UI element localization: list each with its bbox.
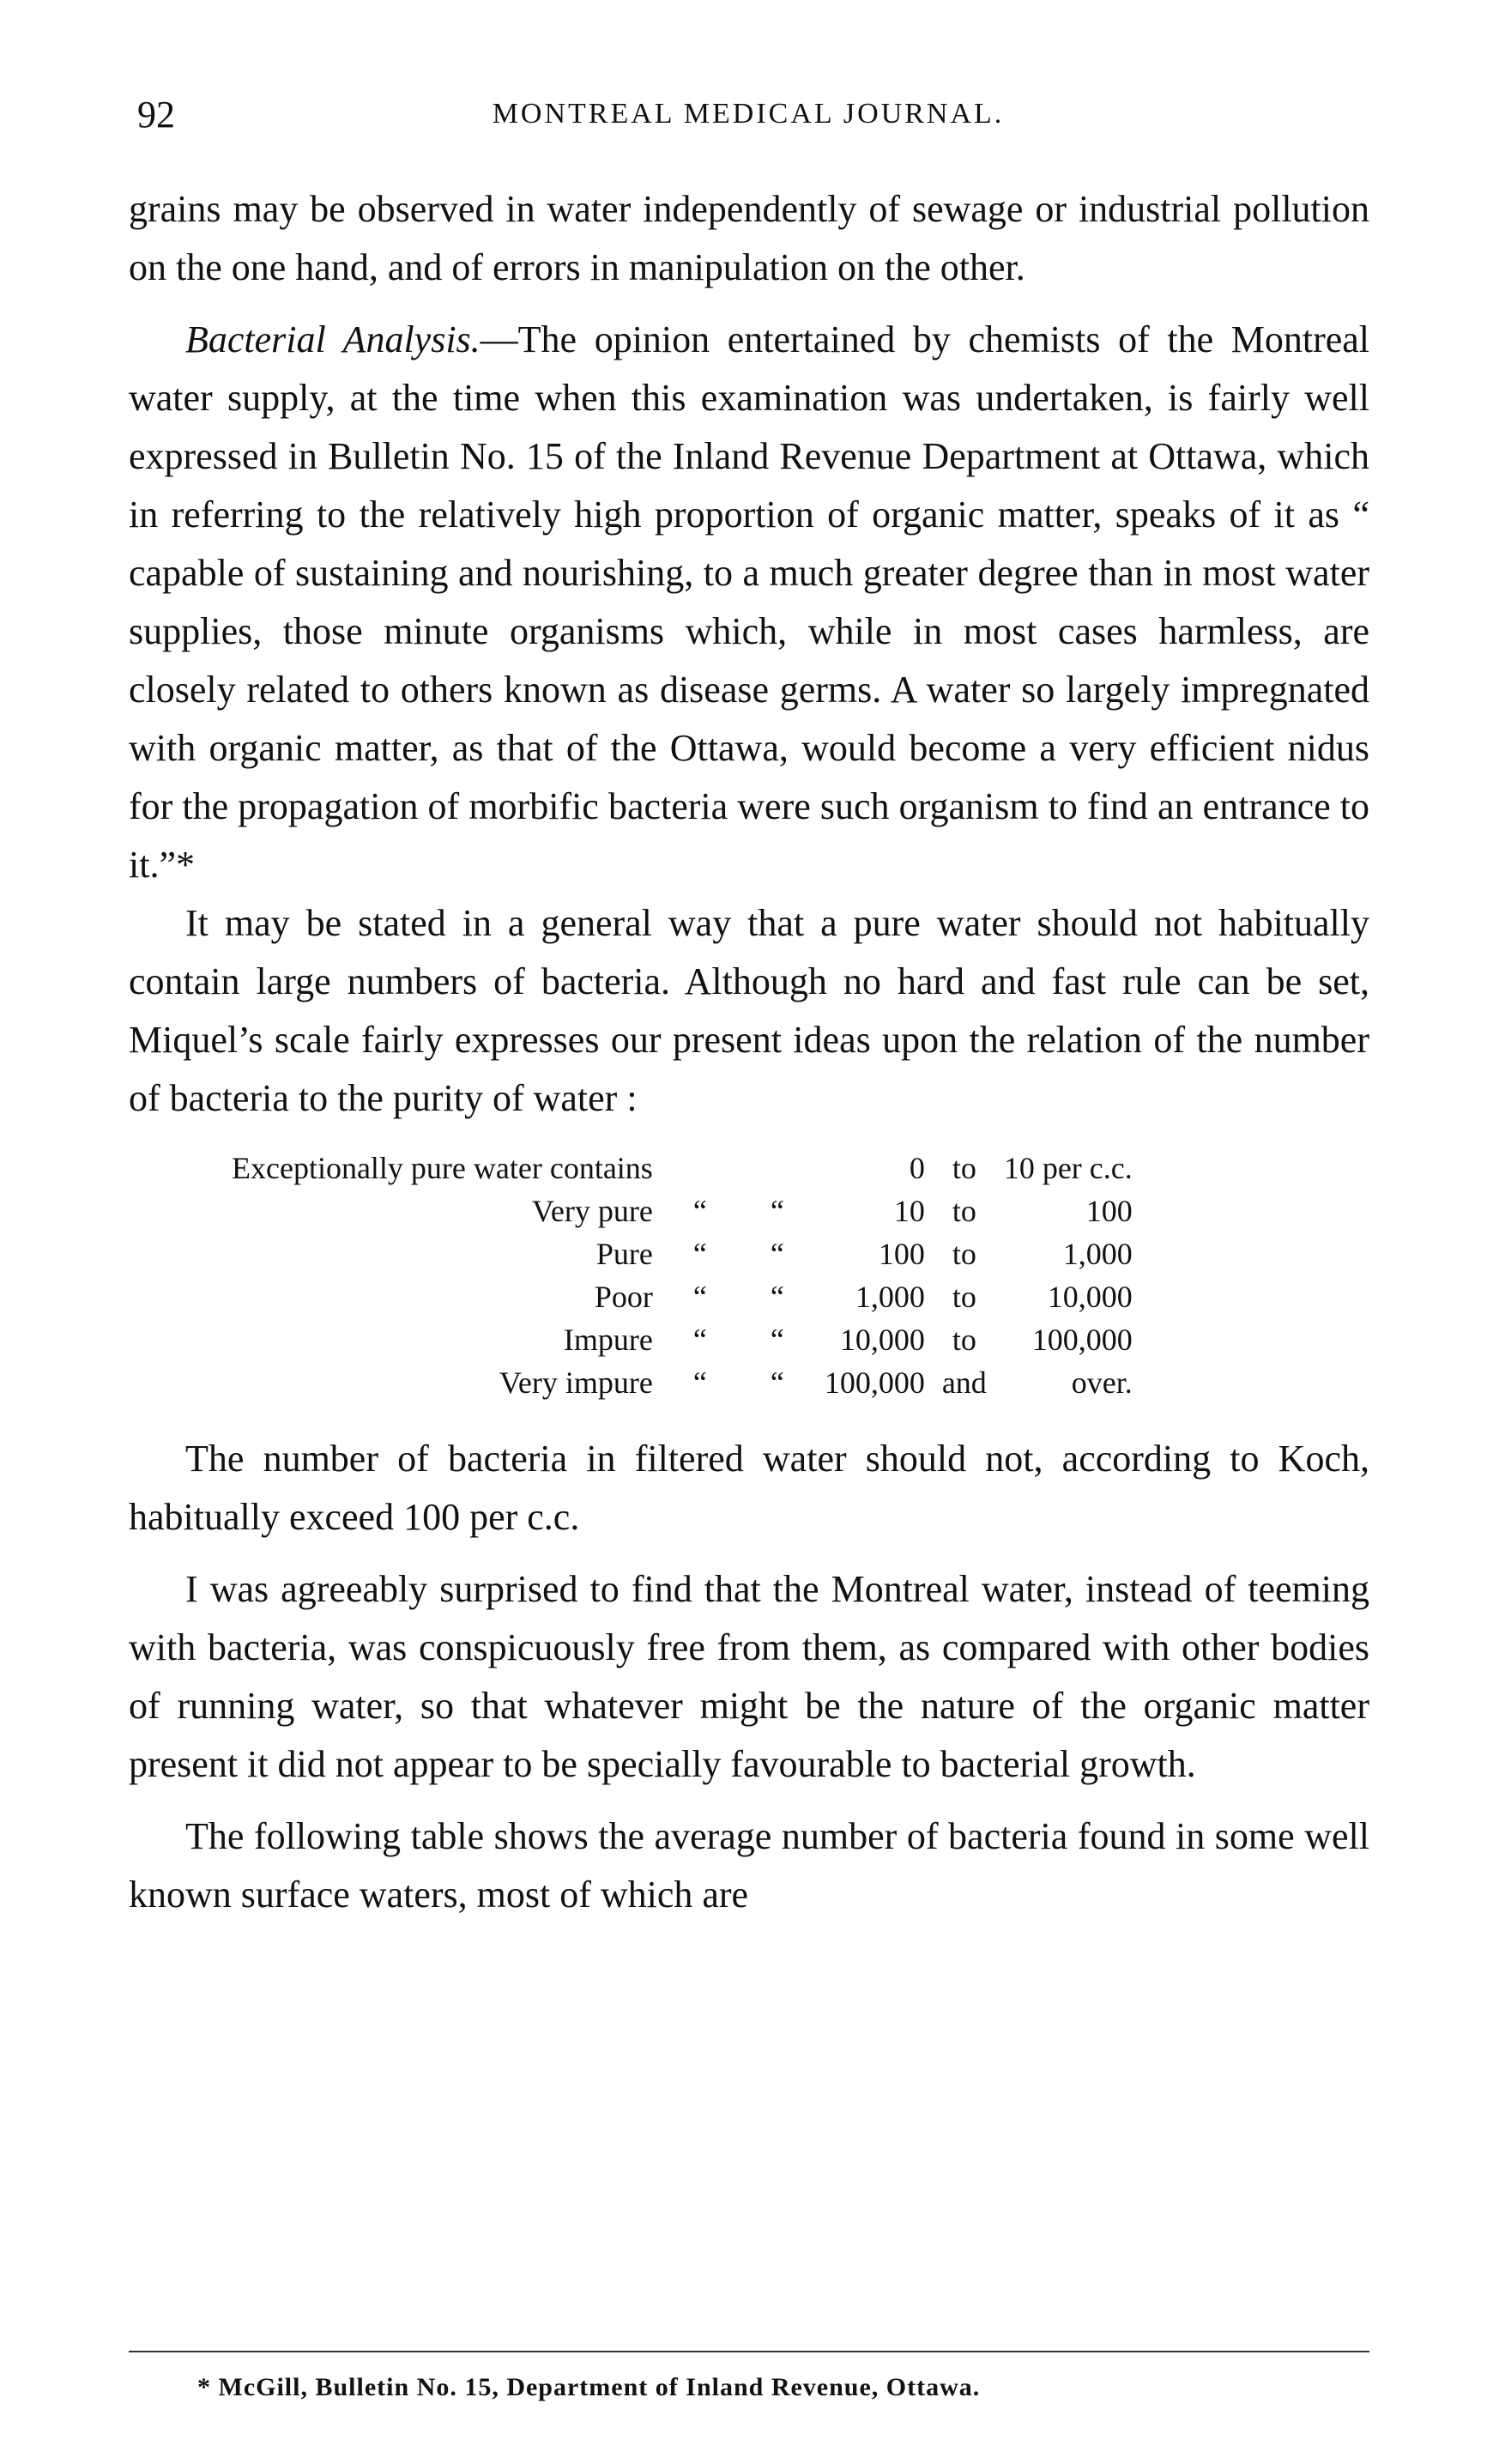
scale-low: 1,000 (855, 1280, 925, 1314)
scale-separator: to (952, 1194, 976, 1228)
scale-label: Very pure (531, 1194, 653, 1228)
ditto-mark: “ (692, 1280, 707, 1314)
paragraph-bacterial-analysis-text: —The opinion entertained by chemists of the Montreal water supply, at the time when this examination was undertaken, is fairly well expressed in Bulletin No. 15 of the Inland Revenue Department at Ottawa, which in referring to the relatively high proportion of organic matter, speaks of it as “ capable of sustaining and nourishing, to a much greater degree than in most water supplies, those minute organisms which, while in most cases harmless, are closely related to others known as disease germs. A water so largely impregnated with organic matter, as that of the Ottawa, would become a very efficient nidus for the propagation of morbific bacteria were such organism to find an entrance to it.”* (129, 318, 1369, 886)
ditto-mark: “ (770, 1280, 784, 1314)
scale-low: 10 (893, 1194, 925, 1228)
scale-low: 0 (909, 1151, 925, 1185)
table-row (223, 1361, 1141, 1404)
footnote: * McGill, Bulletin No. 15, Department of Inland Revenue, Ottawa. (197, 2373, 981, 2401)
scale-high: over. (1071, 1365, 1133, 1400)
scale-label: Pure (595, 1237, 653, 1271)
page-header (127, 93, 1369, 144)
scale-separator: and (941, 1365, 987, 1400)
paragraph-koch: The number of bacteria in filtered water should not, according to Koch, habitually exceed 100 per c.c. (129, 1438, 1369, 1538)
running-head: MONTREAL MEDICAL JOURNAL. (492, 98, 1005, 130)
scale-label: Very impure (499, 1365, 653, 1400)
scale-low: 100,000 (824, 1365, 925, 1400)
scale-high: 100 (1085, 1194, 1133, 1228)
scale-label: Exceptionally pure water contains (232, 1151, 653, 1185)
table-row (223, 1147, 1141, 1190)
table-row (223, 1190, 1141, 1232)
paragraph-miquel-intro: It may be stated in a general way that a pure water should not habitually contain large numbers of bacteria. Although no hard and fast rule can be set, Miquel’s scale fairly expresses our present ideas upon the relation of the number of bacteria to the purity of water : (129, 902, 1369, 1119)
paragraph-continuation: grains may be observed in water independently of sewage or industrial pollution on the one hand, and of errors in manipulation on the other. (129, 188, 1369, 288)
scale-high: 100,000 (1031, 1323, 1133, 1357)
scale-separator: to (952, 1323, 976, 1357)
ditto-mark: “ (692, 1323, 707, 1357)
scale-label: Poor (594, 1280, 653, 1314)
scale-high: 10 per c.c. (1003, 1151, 1133, 1185)
ditto-mark: “ (770, 1237, 784, 1271)
page-number: 92 (137, 94, 175, 136)
ditto-mark: “ (770, 1365, 784, 1400)
ditto-mark: “ (770, 1194, 784, 1228)
scale-separator: to (952, 1280, 976, 1314)
scale-low: 10,000 (839, 1323, 925, 1357)
section-subheading: Bacterial Analysis. (185, 318, 481, 360)
scale-separator: to (952, 1237, 976, 1271)
ditto-mark: “ (692, 1237, 707, 1271)
table-row (223, 1275, 1141, 1318)
table-row (223, 1318, 1141, 1361)
scale-low: 100 (878, 1237, 925, 1271)
scale-label: Impure (563, 1323, 653, 1357)
ditto-mark: “ (770, 1323, 784, 1357)
scale-high: 10,000 (1047, 1280, 1133, 1314)
ditto-mark: “ (692, 1194, 707, 1228)
table-row (223, 1232, 1141, 1275)
ditto-mark (739, 1147, 816, 1190)
footnote-divider (129, 2351, 1369, 2352)
ditto-mark (662, 1147, 739, 1190)
scale-high: 1,000 (1062, 1237, 1133, 1271)
scale-separator: to (952, 1151, 976, 1185)
ditto-mark: “ (692, 1365, 707, 1400)
paragraph-bacterial-analysis (129, 311, 1369, 894)
body-text (129, 180, 1369, 1924)
miquel-scale-table (223, 1147, 1141, 1404)
paragraph-montreal-water: I was agreeably surprised to find that the Montreal water, instead of teeming with bacteria, was conspicuously free from them, as compared with other bodies of running water, so that whatever might be the nature of the organic matter present it did not appear to be specially favourable to bacterial growth. (129, 1568, 1369, 1785)
paragraph-table-intro: The following table shows the average number of bacteria found in some well known surface waters, most of which are (129, 1815, 1369, 1916)
